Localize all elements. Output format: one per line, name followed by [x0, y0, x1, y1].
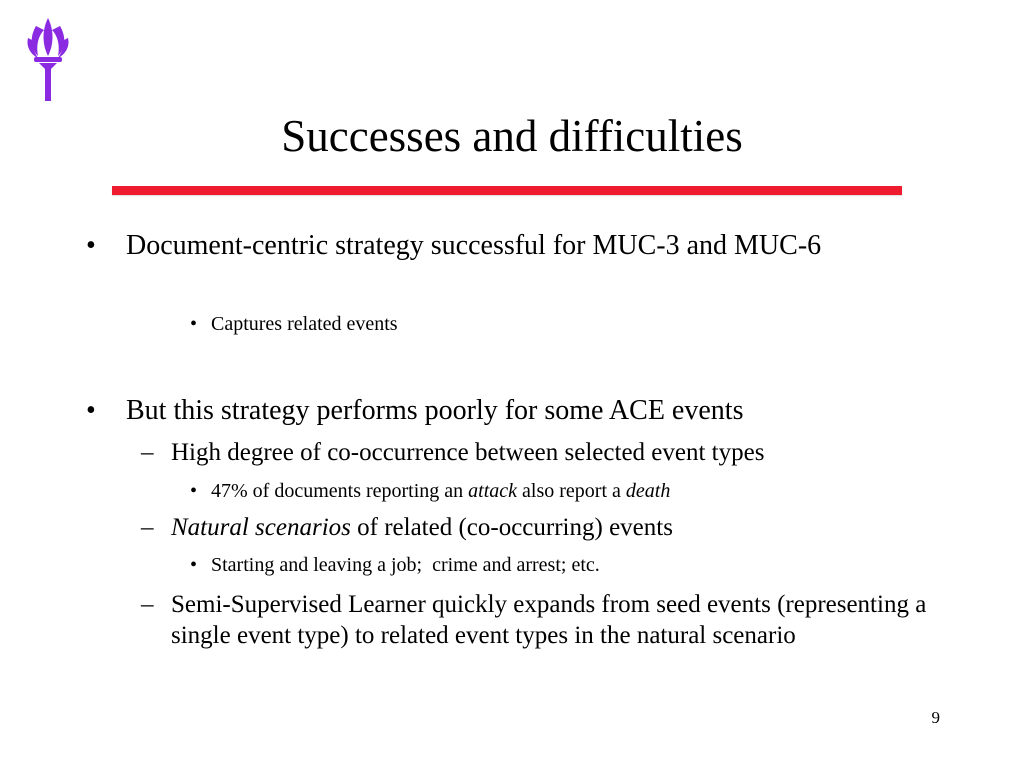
bullet-marker: •: [86, 395, 96, 426]
italic-text: attack: [468, 480, 518, 502]
sub-bullet-item: [190, 552, 600, 578]
sub-bullet-item: [190, 311, 398, 337]
bullet-text: But this strategy performs poorly for some ACE events: [126, 395, 744, 426]
text-part: 47% of documents reporting an: [211, 480, 469, 502]
bullet-text: Starting and leaving a job; crime and arrest; etc.: [211, 554, 600, 576]
bullet-text: Captures related events: [211, 313, 398, 335]
dash-text: High degree of co-occurrence between selected event types: [171, 439, 765, 466]
dash-text: [171, 512, 673, 543]
page-number: 9: [931, 708, 940, 727]
dash-marker: –: [141, 591, 154, 618]
dash-text: Semi-Supervised Learner quickly expands from seed events (representing a single event type) to related event types in the natural scenario: [171, 591, 927, 649]
text-part: also report a: [517, 480, 626, 502]
dash-marker: –: [141, 514, 154, 541]
bullet-marker: •: [86, 230, 96, 261]
italic-text: Natural scenarios: [171, 514, 351, 541]
bullet-item: [86, 394, 906, 428]
text-part: of related (co-occurring) events: [350, 514, 673, 541]
dash-item: [141, 437, 764, 468]
slide-title: Successes and difficulties: [281, 111, 743, 161]
bullet-text: [211, 478, 670, 504]
bullet-text: Document-centric strategy successful for MUC-3 and MUC-6: [126, 230, 822, 261]
bullet-marker: •: [190, 313, 198, 335]
bullet-marker: •: [190, 480, 198, 502]
italic-text: death: [625, 480, 671, 502]
sub-bullet-item: [190, 478, 670, 504]
dash-item: [141, 512, 673, 543]
dash-marker: –: [141, 439, 154, 466]
bullet-item: [86, 229, 906, 263]
bullet-marker: •: [190, 554, 198, 576]
dash-item: [141, 589, 931, 651]
